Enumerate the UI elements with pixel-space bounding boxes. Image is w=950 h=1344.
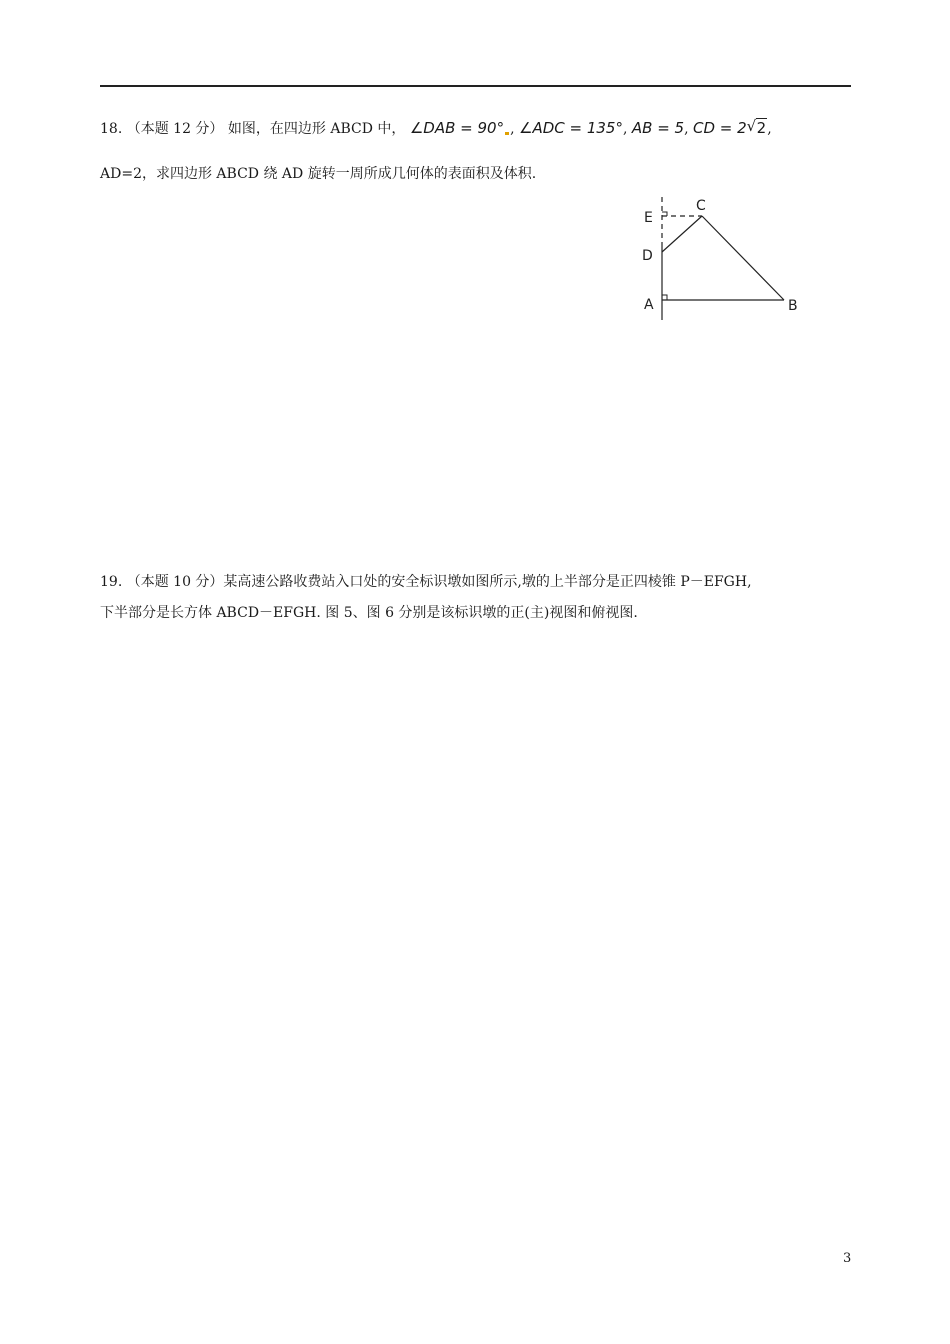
page-number: 3: [843, 1251, 852, 1266]
segment-dc: [662, 216, 702, 252]
length-cd: [693, 119, 767, 137]
label-b: B: [788, 298, 798, 314]
label-d: D: [642, 248, 653, 264]
right-angle-mark-a: [662, 295, 667, 300]
segment-cb: [702, 216, 784, 300]
q18-line1: 18. （本题 12 分） 如图，在四边形 ABCD 中， ∠DAB = 90° , ∠ADC = 135°, AB = 5, CD = 2 √ 2,: [100, 117, 772, 137]
quadrilateral-figure: [630, 192, 810, 322]
q18-number: 18.: [100, 121, 123, 137]
label-e: E: [644, 210, 653, 226]
q18-intro: 如图，在四边形 ABCD 中，: [227, 121, 406, 137]
q18-score: （本题 12 分）: [126, 121, 224, 137]
sqrt-symbol: √ 2: [746, 117, 767, 137]
length-ab: AB = 5: [631, 119, 685, 137]
marker-dot: [505, 132, 509, 135]
cd-prefix: CD = 2: [692, 119, 747, 137]
angle-dab: ∠DAB = 90°: [409, 119, 505, 137]
header-rule: [100, 85, 851, 87]
angle-adc: ∠ADC = 135°: [519, 119, 623, 137]
q18-line2: AD=2，求四边形 ABCD 绕 AD 旋转一周所成几何体的表面积及体积.: [100, 166, 537, 182]
q19-line2: 下半部分是长方体 ABCD－EFGH. 图 5、图 6 分别是该标识墩的正(主)视图和俯视图.: [100, 605, 638, 621]
label-c: C: [696, 198, 706, 214]
cd-radicand: 2: [756, 119, 767, 137]
label-a: A: [644, 297, 654, 313]
right-angle-mark-e: [662, 212, 667, 216]
q19-line1: 19. （本题 10 分）某高速公路收费站入口处的安全标识墩如图所示,墩的上半部分是正四棱锥 P－EFGH,: [100, 574, 752, 590]
